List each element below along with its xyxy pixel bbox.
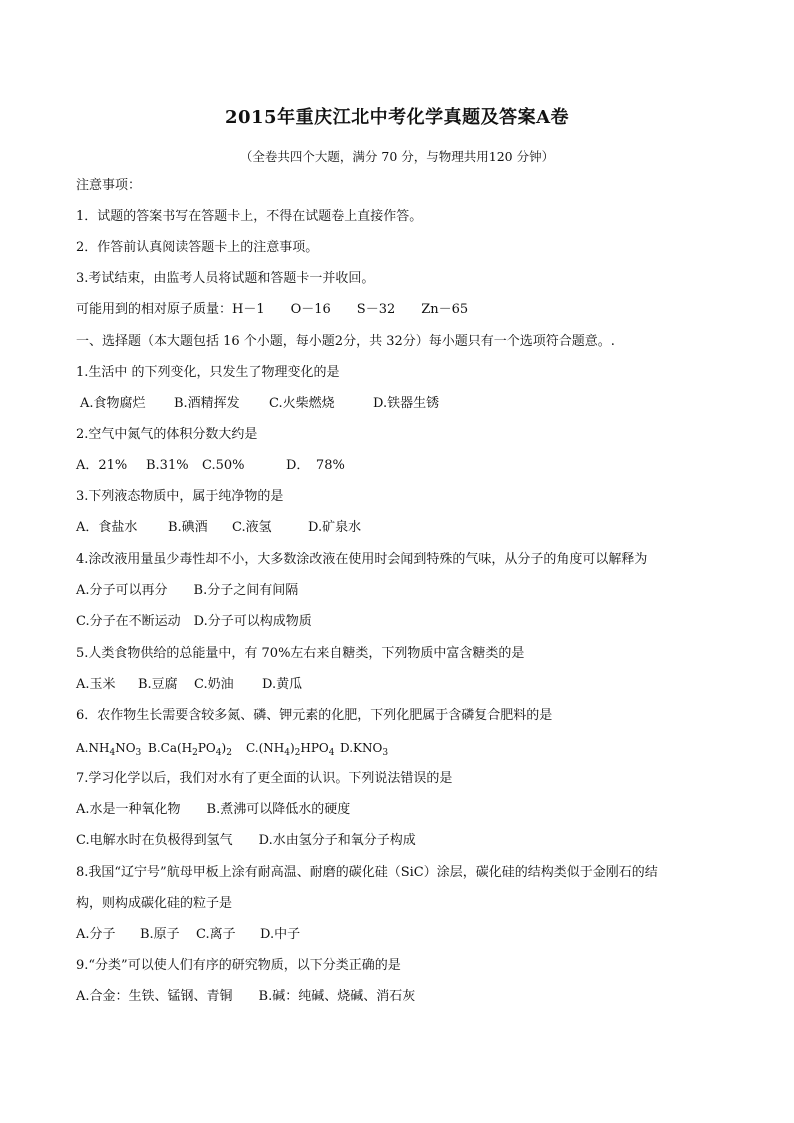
option-d: $D.KNO_3$: [340, 741, 389, 758]
option-c: C.奶油: [194, 677, 234, 692]
option-c: C.离子: [196, 927, 236, 942]
notice-2: 2．作答前认真阅读答题卡上的注意事项。: [76, 240, 319, 255]
notice-1: 1．试题的答案书写在答题卡上，不得在试题卷上直接作答。: [76, 209, 423, 224]
question-6-stem: 6．农作物生长需要含较多氮、磷、钾元素的化肥，下列化肥属于含磷复合肥料的是: [76, 708, 553, 723]
question-9-options-ab: A.合金：生铁、锰钢、青铜 B.碱：纯碱、烧碱、消石灰: [76, 989, 416, 1004]
option-c: $C.(NH_4)_2HPO_4$: [246, 741, 335, 758]
option-b: B.碘酒: [168, 520, 208, 535]
question-4-stem: 4.涂改液用量虽少毒性却不小，大多数涂改液在使用时会闻到特殊的气味，从分子的角度可以解释为: [76, 552, 648, 567]
option-c: C.50%: [202, 458, 245, 473]
question-7-options-ab: A.水是一种氧化物 B.煮沸可以降低水的硬度: [76, 802, 351, 817]
option-b: B.豆腐: [138, 677, 178, 692]
question-2-options: [76, 457, 345, 475]
question-8-stem-line-1: 8.我国“辽宁号”航母甲板上涂有耐高温、耐磨的碳化硅（SiC）涂层，碳化硅的结构类似于金刚石的结: [76, 865, 658, 880]
notice-heading: 注意事项：: [76, 178, 142, 193]
option-d: D.中子: [260, 927, 301, 942]
exam-subtitle: （全卷共四个大题，满分 70 分，与物理共用120 分钟）: [239, 149, 555, 164]
option-d: D.矿泉水: [308, 520, 362, 535]
question-2-stem: 2.空气中氮气的体积分数大约是: [76, 427, 258, 442]
option-c: C.火柴燃烧: [269, 396, 335, 411]
question-3-options: [76, 519, 361, 537]
option-c: C.液氢: [232, 520, 272, 535]
option-b: B.31%: [146, 458, 189, 473]
option-a: A．21%: [76, 458, 128, 473]
question-8-stem-line-2: 构，则构成碳化硅的粒子是: [76, 896, 233, 911]
option-d: D.铁器生锈: [373, 396, 440, 411]
option-a: A.分子: [76, 927, 116, 942]
section-1-heading: 一、选择题（本大题包括 16 个小题，每小题2分，共 32分）每小题只有一个选项符合题意。.: [76, 334, 615, 349]
question-4-options-ab: A.分子可以再分 B.分子之间有间隔: [76, 583, 299, 598]
option-d: D.黄瓜: [262, 677, 303, 692]
option-b: $B.Ca(H_2PO_4)_2$: [148, 741, 232, 758]
notice-3: 3.考试结束，由监考人员将试题和答题卡一并收回。: [76, 271, 375, 286]
question-4-options-cd: C.分子在不断运动 D.分子可以构成物质: [76, 614, 312, 629]
question-5-stem: 5.人类食物供给的总能量中，有 70%左右来自糖类，下列物质中富含糖类的是: [76, 646, 525, 661]
option-b: B.酒精挥发: [174, 396, 240, 411]
option-a: A．食盐水: [76, 520, 138, 535]
option-b: B.原子: [140, 927, 180, 942]
option-a: A.食物腐烂: [80, 396, 146, 411]
question-8-options: [76, 926, 300, 944]
question-1-options: [80, 395, 439, 413]
atomic-mass-line: 可能用到的相对原子质量：H－1 O－16 S－32 Zn－65: [76, 302, 469, 317]
option-d: D． 78%: [286, 458, 345, 473]
question-7-stem: 7.学习化学以后，我们对水有了更全面的认识。下列说法错误的是: [76, 771, 453, 786]
exam-title: 2015年重庆江北中考化学真题及答案A卷: [224, 107, 570, 128]
question-3-stem: 3.下列液态物质中，属于纯净物的是: [76, 489, 284, 504]
question-1-stem: 1.生活中 的下列变化，只发生了物理变化的是: [76, 365, 340, 380]
option-a: $A.NH_4NO_3$: [76, 741, 142, 758]
question-5-options: [76, 676, 302, 694]
option-a: A.玉米: [76, 677, 116, 692]
question-9-stem: 9.“分类”可以使人们有序的研究物质，以下分类正确的是: [76, 958, 401, 973]
question-7-options-cd: C.电解水时在负极得到氢气 D.水由氢分子和氧分子构成: [76, 833, 416, 848]
question-6-options: [76, 739, 388, 757]
